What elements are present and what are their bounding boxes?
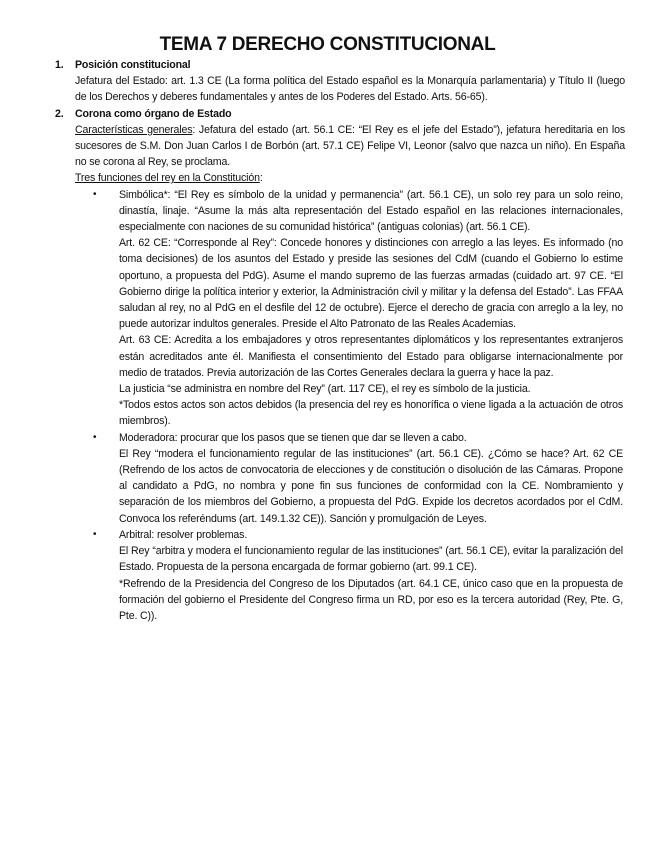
function-paragraph: *Todos estos actos son actos debidos (la presencia del rey es honorífica o viene ligada a la actuación de otros miembros).	[119, 399, 623, 428]
function-arbitral	[75, 527, 625, 624]
section-heading: Posición constitucional	[75, 59, 191, 71]
bullet-icon: •	[93, 431, 97, 443]
function-paragraph: La justicia “se administra en nombre del Rey” (art. 117 CE), el rey es símbolo de la justicia.	[119, 383, 531, 396]
section-number: 2.	[55, 107, 64, 120]
functions-list	[75, 187, 625, 624]
function-paragraph: Simbólica*: “El Rey es símbolo de la unidad y permanencia” (art. 56.1 CE), un solo rey para un solo reino, dinastía, linaje. “Asume la más alta representación del Estado español en las relaciones internacionales, especialmente con naciones de su comunidad histórica” (antiguas colonias) (art. 56.1 CE).	[119, 188, 623, 234]
characteristics-label: Características generales	[75, 123, 193, 136]
document-body	[55, 57, 625, 624]
section-paragraph: Jefatura del Estado: art. 1.3 CE (La forma política del Estado español es la Monarquía parlamentaria) y Título II (luego de los Derechos y deberes fundamentales y antes de los Poderes del Estado. Arts. 56-65).	[75, 75, 625, 104]
function-paragraph: Arbitral: resolver problemas.	[119, 528, 248, 541]
function-paragraph: Art. 63 CE: Acredita a los embajadores y otros representantes diplomáticos y los representantes extranjeros están acreditados ante él. Manifiesta el consentimiento del Estado para obligarse internacionalmente por medio de tratados. Previa autorización de las Cortes Generales declara la guerra y hace la paz.	[119, 334, 623, 379]
section-posicion-constitucional	[55, 57, 625, 106]
function-paragraph: El Rey “modera el funcionamiento regular de las instituciones” (art. 56.1 CE). ¿Cómo se hace? Art. 62 CE (Refrendo de los actos de convocatoria de elecciones y de constitución o disolución de las Cámaras. Propone al candidato a PdG, no nombra y pone fin sus funciones de conformidad con la CE. Nombramiento y separación de los miembros del Gobierno, a propuesta del PdG. Expide los decretos acordados por el CdM. Convoca los referéndums (art. 149.1.32 CE)). Sanción y promulgación de Leyes.	[119, 447, 623, 525]
section-corona-organo-estado	[55, 106, 625, 625]
function-paragraph: Moderadora: procurar que los pasos que se tienen que dar se lleven a cabo.	[119, 431, 467, 444]
bullet-icon: •	[93, 188, 97, 200]
functions-heading	[75, 170, 625, 186]
function-paragraph: Art. 62 CE: “Corresponde al Rey”: Concede honores y distinciones con arreglo a las leyes. Es informado (no toma decisiones) de los asuntos del Estado y preside las sesiones del CdM (cuando el Gobierno lo estime oportuno, a propuesta del PdG). Asume el mando supremo de las fuerzas armadas (cuidado art. 97 CE. “El Gobierno dirige la política interior y exterior, la Administración civil y militar y la defensa del Estado”. Las FFAA saludan al rey, no al PdG en el desfile del 12 de octubre). Ejerce el derecho de gracia con arreglo a la ley, no puede autorizar indultos generales. Preside el Alto Patronato de las Reales Academias.	[119, 237, 623, 331]
function-paragraph: *Refrendo de la Presidencia del Congreso de los Diputados (art. 64.1 CE, único caso que en la propuesta de formación del gobierno el Presidente del Congreso firma un RD, por eso es la tercera autoridad (Rey, Pte. G, Pte. C)).	[119, 577, 623, 622]
functions-colon: :	[259, 172, 263, 185]
characteristics-paragraph	[75, 122, 625, 171]
section-heading: Corona como órgano de Estado	[75, 107, 232, 120]
function-moderadora	[75, 430, 625, 527]
functions-label: Tres funciones del rey en la Constitución	[75, 172, 260, 185]
function-paragraph: El Rey “arbitra y modera el funcionamiento regular de las instituciones” (art. 56.1 CE), evitar la paralización del Estado. Propuesta de la persona encargada de formar gobierno (art. 99.1 CE).	[119, 545, 623, 574]
bullet-icon: •	[93, 528, 97, 540]
function-simbolica	[75, 187, 625, 430]
document-title: TEMA 7 DERECHO CONSTITUCIONAL	[159, 34, 496, 55]
characteristics-text: : Jefatura del estado (art. 56.1 CE: “El Rey es el jefe del Estado”), jefatura hereditaria en los sucesores de S.M. Don Juan Carlos I de Borbón (art. 57.1 CE) Felipe VI, Leonor (salvo que nazca un niño). En España no se corona al Rey, se proclama.	[75, 123, 625, 169]
section-number: 1.	[55, 59, 64, 71]
